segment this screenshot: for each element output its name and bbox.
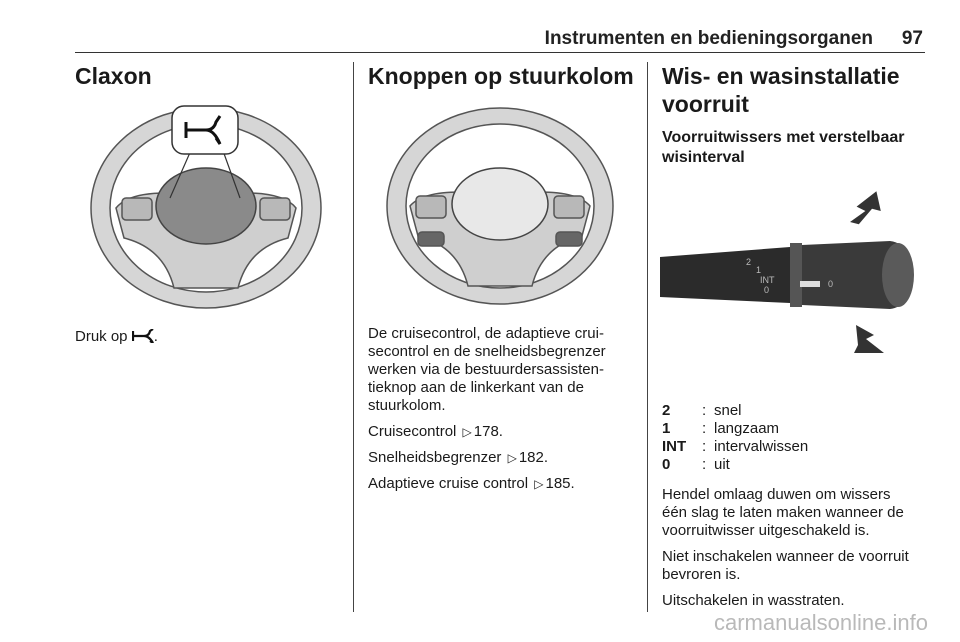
page-header: [75, 22, 925, 53]
svg-text:INT: INT: [760, 275, 775, 285]
wiper-text: [662, 486, 930, 618]
wiper-paragraph: Hendel omlaag duwen om wissers één slag te laten maken wanneer de voorruitwisser uitgeschakeld is.: [662, 486, 904, 539]
legend-row: 0 : uit: [662, 456, 730, 473]
legend-row: 1 : langzaam: [662, 420, 780, 437]
svg-text:1: 1: [756, 265, 762, 275]
section-heading-wis: Wis- en wasinstallatie voorruit: [662, 63, 900, 117]
steering-wheel-horn-figure: [88, 98, 328, 313]
wiper-paragraph: Niet inschakelen wanneer de voorruit bevroren is.: [662, 548, 909, 583]
watermark: carmanualsonline.info: [713, 610, 928, 635]
steering-controls-text: [368, 325, 636, 501]
column-wipers: [662, 62, 930, 168]
subheading-voorruitwissers: Voorruitwissers met verstelbaar wisinterval: [662, 129, 905, 166]
svg-text:2: 2: [746, 257, 752, 267]
svg-text:0: 0: [828, 279, 834, 289]
page-reference-icon: ▷: [462, 425, 472, 439]
header-title: Instrumenten en bedieningsorganen: [544, 28, 873, 49]
horn-text-before: Druk op: [75, 328, 128, 345]
wiper-paragraph: Uitschakelen in wasstraten.: [662, 592, 845, 609]
ref-cruisecontrol[interactable]: Cruisecontrol ▷ 178.: [368, 423, 503, 440]
horn-icon: [132, 329, 154, 343]
legend-row: 2 : snel: [662, 402, 742, 419]
column-steering-controls: [368, 62, 636, 90]
horn-text-after: .: [153, 328, 158, 345]
page-number: 97: [901, 28, 923, 49]
section-heading-knoppen: Knoppen op stuurkolom: [368, 63, 634, 89]
page-reference-icon: ▷: [507, 451, 517, 465]
wiper-legend: [662, 402, 930, 474]
section-heading-claxon: Claxon: [75, 63, 152, 89]
ref-snelheidsbegrenzer[interactable]: Snelheidsbegrenzer ▷ 182.: [368, 449, 549, 466]
horn-instruction: [75, 328, 340, 354]
column-divider: [353, 62, 354, 612]
column-horn: [75, 62, 340, 90]
wiper-stalk-figure: [660, 185, 920, 365]
steering-wheel-controls-figure: [382, 100, 622, 310]
column-divider: [647, 62, 648, 612]
svg-text:0: 0: [764, 285, 770, 295]
ref-adaptieve-cruise-control[interactable]: Adaptieve cruise control ▷ 185.: [368, 475, 575, 492]
steering-controls-paragraph: De cruisecontrol, de adaptieve crui- secontrol en de snelheidsbegrenzer werken via de bestuurdersassisten- tieknop aan de linkerkant van de stuurkolom.: [368, 325, 606, 414]
page-reference-icon: ▷: [534, 477, 544, 491]
legend-row: INT : intervalwissen: [662, 438, 809, 455]
